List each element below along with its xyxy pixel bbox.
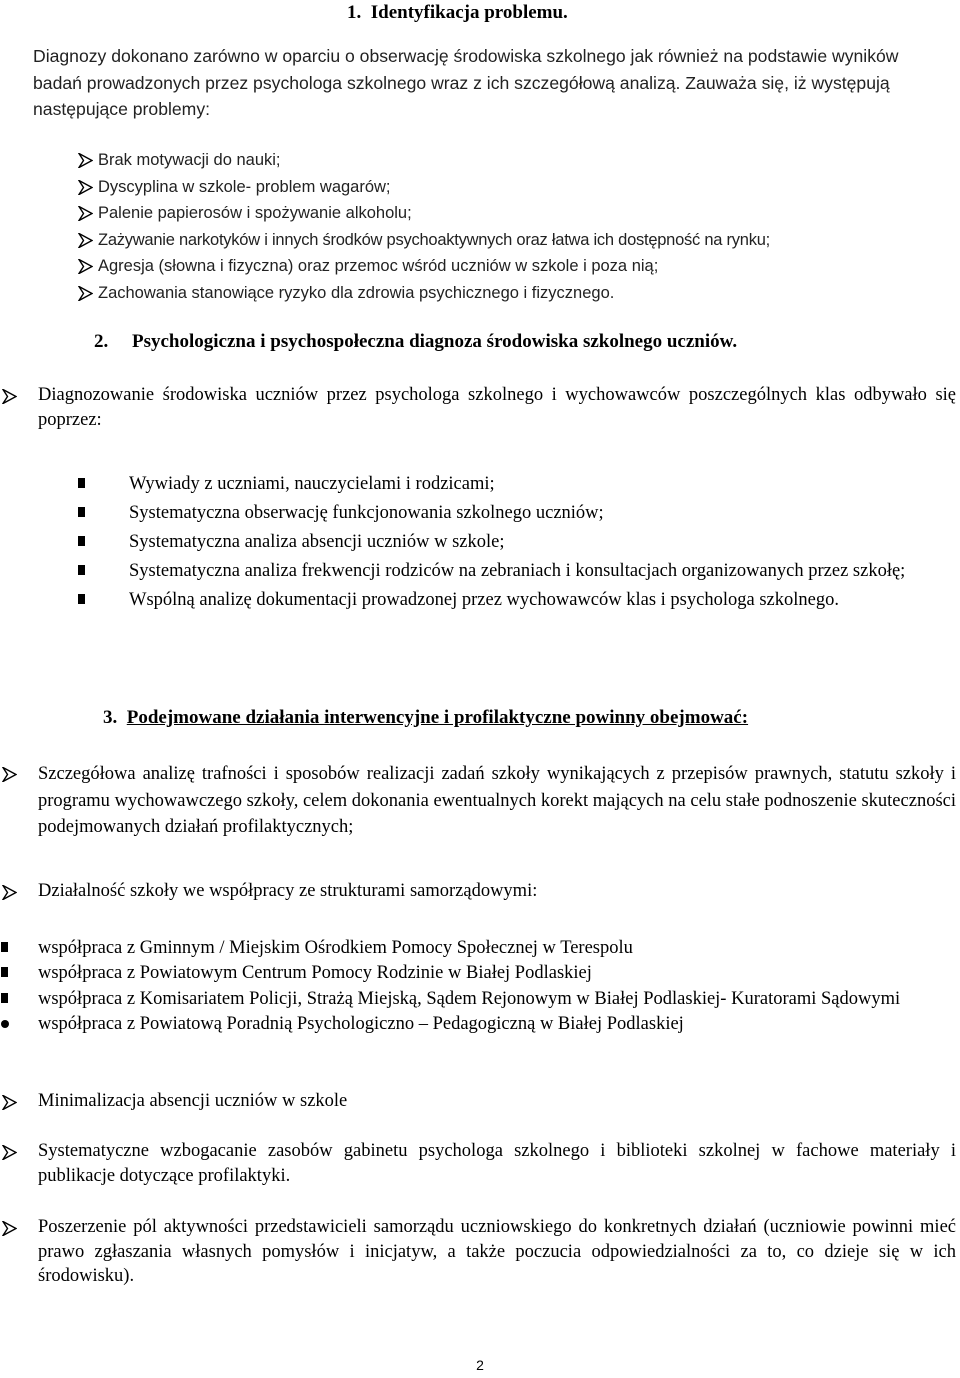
- square-bullet-icon: [78, 478, 85, 488]
- arrow-bullet-icon: [78, 259, 93, 274]
- section-title: Identyfikacja problemu.: [370, 2, 568, 23]
- section-2-lead: Diagnozowanie środowiska uczniów przez psychologa szkolnego i wychowawców poszczególnych klas odbywało się poprzez:: [38, 385, 956, 430]
- diagnosis-methods-list: [78, 472, 958, 613]
- arrow-bullet-icon: [2, 1221, 17, 1236]
- arrow-bullet-icon: [2, 389, 17, 404]
- list-item: Palenie papierosów i spożywanie alkoholu;: [78, 200, 958, 227]
- list-item: Systematyczna analiza absencji uczniów w szkole;: [78, 530, 958, 555]
- problems-list: [78, 147, 958, 306]
- list-item: Brak motywacji do nauki;: [78, 147, 958, 174]
- list-item: Wywiady z uczniami, nauczycielami i rodzicami;: [78, 472, 958, 497]
- square-bullet-icon: [78, 594, 85, 604]
- section-1-heading: [347, 1, 568, 25]
- section-number: 1.: [347, 2, 362, 23]
- square-bullet-icon: [78, 565, 85, 575]
- list-item: współpraca z Gminnym / Miejskim Ośrodkiem Pomocy Społecznej w Terespolu: [0, 936, 958, 961]
- section-number: 2.: [94, 331, 109, 352]
- section-title: Psychologiczna i psychospołeczna diagnoza środowiska szkolnego uczniów.: [132, 331, 738, 352]
- arrow-bullet-icon: [78, 206, 93, 221]
- cooperation-list: [0, 936, 958, 1037]
- list-item: Agresja (słowna i fizyczna) oraz przemoc wśród uczniów w szkole i poza nią;: [78, 253, 958, 280]
- list-item: Zażywanie narkotyków i innych środków psychoaktywnych oraz łatwa ich dostępność na rynku;: [78, 227, 958, 254]
- list-item: współpraca z Powiatową Poradnią Psychologiczno – Pedagogiczną w Białej Podlaskiej: [0, 1012, 958, 1037]
- section-title: Podejmowane działania interwencyjne i profilaktyczne powinny obejmować:: [126, 707, 749, 728]
- list-item: Systematyczna analiza frekwencji rodziców na zebraniach i konsultacjach organizowanych przez szkołę;: [78, 559, 958, 584]
- list-item: Systematyczna obserwację funkcjonowania szkolnego uczniów;: [78, 501, 958, 526]
- analysis-paragraph: Szczegółowa analizę trafności i sposobów realizacji zadań szkoły wynikających z przepisów prawnych, statutu szkoły i programu wychowawczego szkoły, celem dokonania ewentualnych korekt mających na celu stałe podnoszenie skuteczności podejmowanych działań profilaktycznych;: [38, 764, 956, 837]
- cooperation-paragraph: Działalność szkoły we współpracy ze strukturami samorządowymi:: [38, 881, 538, 901]
- list-item: współpraca z Powiatowym Centrum Pomocy Rodzinie w Białej Podlaskiej: [0, 961, 958, 986]
- arrow-bullet-icon: [2, 885, 17, 900]
- square-bullet-icon: [1, 993, 8, 1003]
- square-bullet-icon: [1, 942, 8, 952]
- resources-paragraph: Systematyczne wzbogacanie zasobów gabinetu psychologa szkolnego i biblioteki szkolnej w fachowe materiały i publikacje dotyczące profilaktyki.: [38, 1141, 956, 1186]
- list-item: współpraca z Komisariatem Policji, Strażą Miejską, Sądem Rejonowym w Białej Podlaskiej- Kuratorami Sądowymi: [0, 987, 958, 1012]
- arrow-bullet-icon: [78, 153, 93, 168]
- page-number: 2: [476, 1357, 484, 1373]
- arrow-bullet-icon: [2, 1095, 17, 1110]
- arrow-bullet-icon: [78, 286, 93, 301]
- student-council-paragraph: Poszerzenie pól aktywności przedstawicieli samorządu uczniowskiego do konkretnych działań (uczniowie powinni mieć prawo zgłaszania własnych pomysłów i inicjatyw, a także poczucia odpowiedzialności za to, co dzieje się w ich środowisku).: [38, 1217, 956, 1286]
- arrow-bullet-icon: [2, 1145, 17, 1160]
- section-1-intro: Diagnozy dokonano zarówno w oparciu o obserwację środowiska szkolnego jak również na podstawie wyników badań prowadzonych przez psychologa szkolnego wraz z ich szczegółową analizą. Zauważa się, iż występują następujące problemy:: [33, 46, 899, 119]
- square-bullet-icon: [78, 536, 85, 546]
- arrow-bullet-icon: [2, 767, 17, 782]
- absence-paragraph: Minimalizacja absencji uczniów w szkole: [38, 1091, 348, 1111]
- section-3-heading: [103, 706, 748, 730]
- square-bullet-icon: [78, 507, 85, 517]
- section-2-heading: [94, 330, 737, 354]
- list-item: Dyscyplina w szkole- problem wagarów;: [78, 174, 958, 201]
- square-bullet-icon: [1, 967, 8, 977]
- arrow-bullet-icon: [78, 233, 93, 248]
- arrow-bullet-icon: [78, 180, 93, 195]
- list-item: Zachowania stanowiące ryzyko dla zdrowia psychicznego i fizycznego.: [78, 280, 958, 307]
- list-item: Wspólną analizę dokumentacji prowadzonej przez wychowawców klas i psychologa szkolnego.: [78, 588, 958, 613]
- dot-bullet-icon: [1, 1020, 9, 1028]
- section-number: 3.: [103, 707, 118, 728]
